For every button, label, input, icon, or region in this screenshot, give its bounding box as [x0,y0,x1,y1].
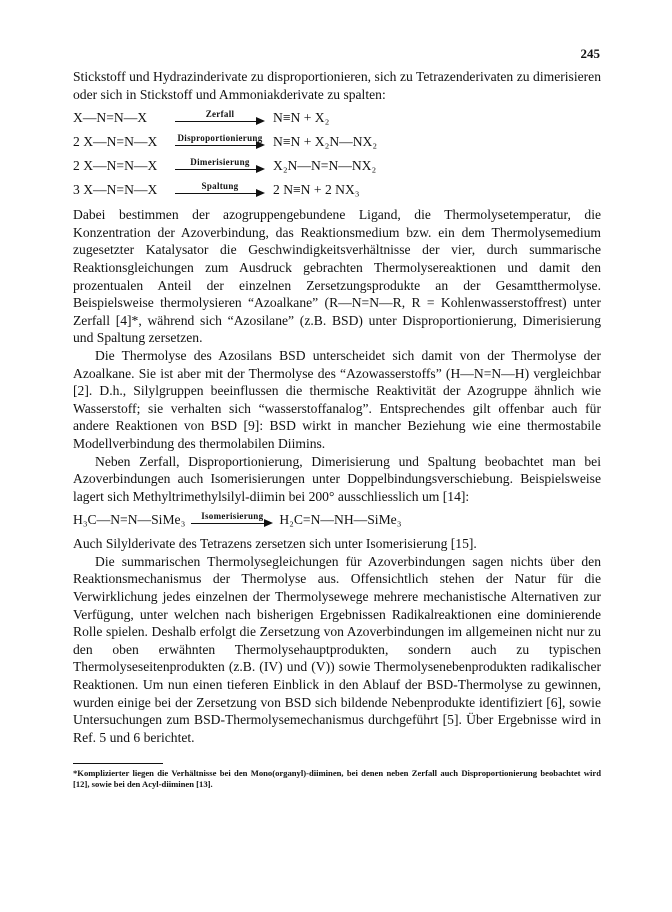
arrow-head-icon [256,141,265,149]
arrow-label: Zerfall [205,109,235,120]
paragraph-isomerisation: Neben Zerfall, Disproportionierung, Dimerisierung und Spaltung beobachtet man bei Azoverbindungen auch Isomerisierungen unter Doppelbindungsverschiebung. Beispielsweise lagert sich Methyltrimethylsilyl-diimin bei 200° ausschliesslich um [14]: [73,453,601,504]
equation-lhs: 2 X—N=N—X [73,158,158,174]
paragraph-mechanism: Die summarischen Thermolysegleichungen für Azoverbindungen sagen nichts über den Reaktionsmechanismus der Thermolyse aus. Offensichtlich stehen der Natur für die Verwirklichung jedes einzelnen der Thermolysewege mehrere mechanistische Alternativen zur Verfügung, unter welchen nach bisherigen Ergebnissen Radikalreaktionen eine dominierende Rolle spielen. Deshalb erfolgt die Zersetzung von Azoverbindungen im allgemeinen nicht nur zu den oben erwähnten Thermolysehauptprodukten, sondern auch zu typischen Thermolyseseitenprodukten (z.B. (IV) und (V)) sowie Thermolysenebenprodukten radikalischer Reaktionen. Um nun einen tieferen Einblick in den Ablauf der BSD-Thermolyse zu gewinnen, wurden einige bei der Zersetzung von BSD sich bildende Nebenprodukte identifiziert [6], sowie Untersuchungen zum BSD-Thermolysemechanismus durchgeführt [5]. Über Ergebnisse wird in Ref. 5 und 6 berichtet. [73,553,601,745]
body-text [73,68,601,746]
equation-rhs: N≡N + X₂ [273,110,330,126]
equation-rhs: X₂N—N=N—NX₂ [273,158,377,174]
footnote-divider [73,763,163,764]
paragraph-thermolysis-ratios: Dabei bestimmen der azogruppengebundene Ligand, die Thermolysetemperatur, die Konzentration der Azoverbindung, das Reaktionsmedium bzw. ein dem Thermolysemedium zugesetzter Katalysator die Geschwindigkeitsverhältnisse der vier, durch summarische Reaktionsgleichungen zum Ausdruck gebrachten Thermolysereaktionen und damit den prozentualen Anteil der einzelnen Zersetzungsprodukte an der Gesamtthermolyse. Beispielsweise thermolysieren “Azoalkane” (R—N=N—R, R = Kohlenwasserstoffrest) unter Zerfall [4]*, während sich “Azosilane” (z.B. BSD) unter Disproportionierung, Dimerisierung und Spaltung zersetzen. [73,207,601,346]
equation-block [73,106,601,202]
arrow-label: Dimerisierung [190,157,250,168]
arrow-label: Spaltung [201,181,239,192]
equation-disproportionierung [73,130,601,154]
arrow-head-icon [264,519,273,527]
arrow-head-icon [256,117,265,125]
equation-lhs: H₃C—N=N—SiMe₃ [73,512,186,528]
equation-rhs: H₂C=N—NH—SiMe₃ [279,512,402,528]
equation-isomerisierung [73,508,601,532]
reaction-arrow [175,180,265,200]
arrow-head-icon [256,165,265,173]
equation-rhs: 2 N≡N + 2 NX₃ [273,182,360,198]
equation-lhs: 3 X—N=N—X [73,182,158,198]
reaction-arrow [175,132,265,152]
reaction-arrow [191,510,273,530]
equation-lhs: 2 X—N=N—X [73,134,158,150]
arrow-head-icon [256,189,265,197]
equation-lhs: X—N=N—X [73,110,148,126]
page-number: 245 [580,46,600,61]
intro-paragraph: Stickstoff und Hydrazinderivate zu disproportionieren, sich zu Tetrazenderivaten zu dimerisieren oder sich in Stickstoff und Ammoniakderivate zu spalten: [73,69,601,102]
reaction-arrow [175,156,265,176]
equation-zerfall [73,106,601,130]
equation-rhs: N≡N + X₂N—NX₂ [273,134,378,150]
paragraph-azosilane-comparison: Die Thermolyse des Azosilans BSD unterscheidet sich damit von der Thermolyse der Azoalkane. Sie ist aber mit der Thermolyse des “Azowasserstoffs” (H—N=N—H) vergleichbar [2]. D.h., Silylgruppen beeinflussen die thermische Reaktivität der Azogruppe ähnlich wie Wasserstoff; sie verhalten sich “wasserstoffanalog”. Entsprechendes gilt offenbar auch für andere Reaktionen von BSD [9]: BSD wirkt in mancher Beziehung wie eine thermostabile Modellverbindung des thermolabilen Diimins. [73,347,601,451]
equation-dimerisierung [73,154,601,178]
reaction-arrow [175,108,265,128]
arrow-label: Disproportionierung [177,133,263,144]
footnote: *Komplizierter liegen die Verhältnisse bei den Mono(organyl)-diiminen, bei denen neben Zerfall auch Disproportionierung beobachtet wird [12], sowie bei den Acyl-diiminen [13]. [73,768,601,789]
arrow-label: Isomerisierung [201,511,264,522]
equation-spaltung [73,178,601,202]
paragraph-tetrazene: Auch Silylderivate des Tetrazens zersetzen sich unter Isomerisierung [15]. [73,536,477,552]
